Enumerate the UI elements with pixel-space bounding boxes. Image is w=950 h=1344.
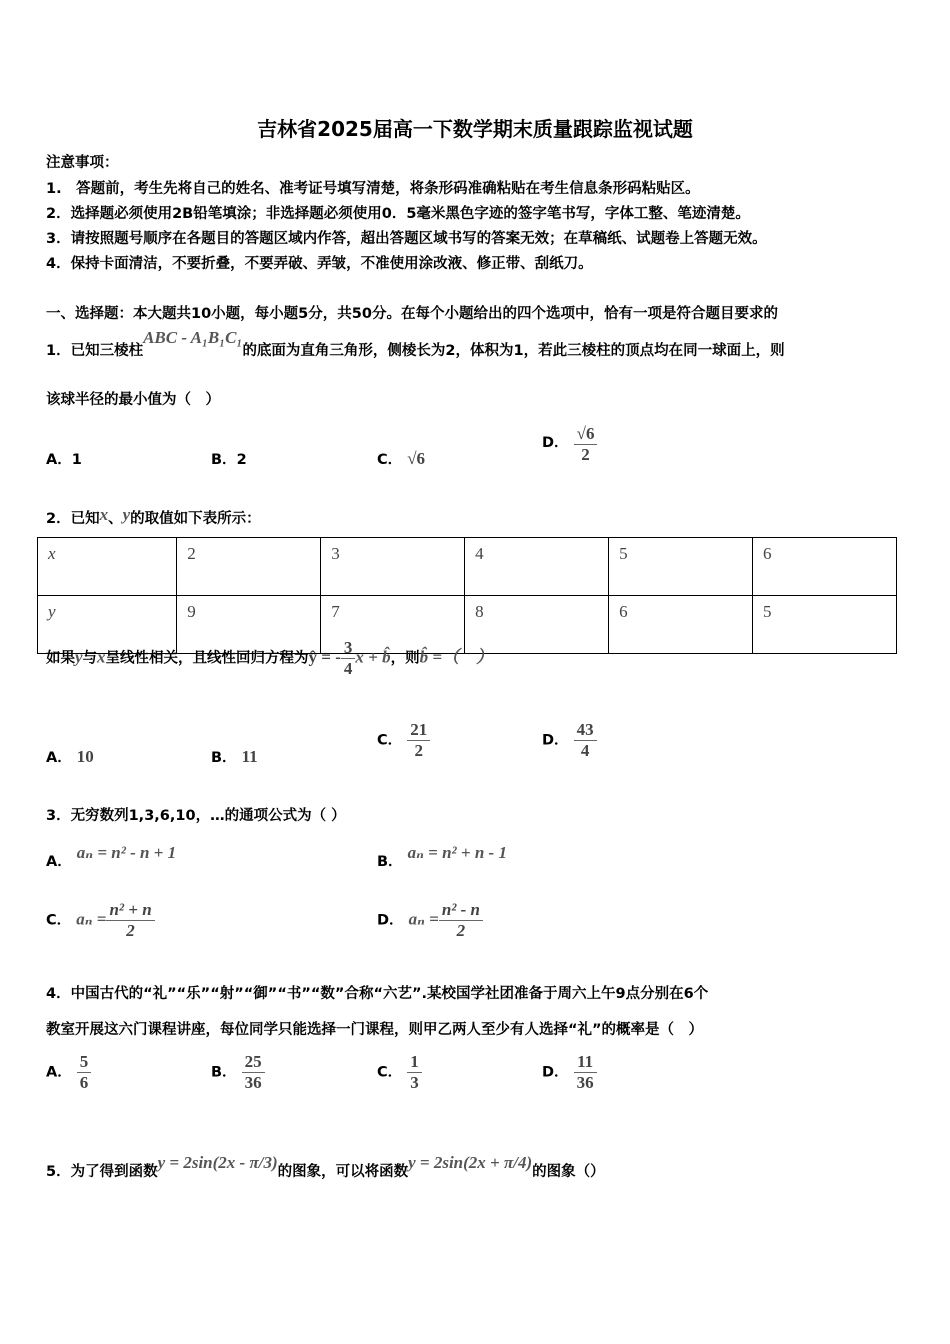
text: A． [46, 1064, 72, 1081]
fraction [439, 900, 483, 941]
fraction [574, 720, 597, 761]
fraction [242, 1052, 265, 1093]
text: 与 [82, 650, 98, 667]
option-d[interactable] [377, 900, 483, 941]
option-a[interactable] [46, 1052, 91, 1093]
text: 11 [574, 1052, 597, 1073]
table-cell: 4 [465, 538, 609, 596]
text: 2 [581, 445, 590, 464]
text: C． [377, 452, 403, 468]
fraction [574, 1052, 597, 1093]
text: B． [211, 1064, 237, 1081]
text: D． [542, 732, 569, 749]
text: n² + n [106, 900, 154, 921]
option-c[interactable] [46, 900, 155, 941]
text: 如果 [46, 650, 75, 667]
option-a[interactable] [46, 448, 82, 469]
text: B． [211, 452, 237, 468]
table-cell: 5 [753, 596, 897, 654]
option-a[interactable] [46, 842, 177, 870]
fraction [106, 900, 154, 941]
text: 、 [108, 511, 123, 527]
text: 11 [241, 747, 258, 766]
text: D． [542, 434, 569, 451]
option-d[interactable] [542, 720, 597, 761]
text: D． [377, 912, 404, 929]
math-prism: ABC - A₁B₁C₁ [143, 328, 243, 347]
table-cell: 5 [609, 538, 753, 596]
option-d[interactable] [542, 424, 597, 465]
question-4 [46, 982, 708, 1003]
option-c[interactable] [377, 720, 430, 761]
text: n² - n [439, 900, 483, 921]
text: 2 [126, 921, 135, 940]
text: y [75, 647, 83, 667]
text: y [122, 505, 131, 524]
text: C． [377, 732, 403, 749]
note-item: 3．请按照题号顺序在各题目的答题区域内作答，超出答题区域书写的答案无效；在草稿纸、试题卷上答题无效。 [46, 231, 767, 247]
text: 36 [244, 1073, 262, 1092]
text: x [99, 505, 109, 524]
text: 2 [236, 452, 247, 468]
table-cell: 9 [177, 596, 321, 654]
text: B． [211, 750, 237, 766]
text: 呈线性相关，且线性回归方程为 [105, 650, 309, 667]
table-cell: 7 [321, 596, 465, 654]
text: 的取值如下表所示： [130, 511, 261, 527]
text: b̂ =（ ） [419, 647, 494, 667]
text: 3 [341, 638, 356, 659]
table-cell: 6 [609, 596, 753, 654]
text: A． [46, 452, 72, 468]
option-b[interactable] [211, 1052, 265, 1093]
regression-line [46, 638, 493, 679]
fraction [574, 424, 598, 465]
question-3 [46, 804, 346, 825]
text: C． [46, 912, 72, 929]
text: 43 [574, 720, 597, 741]
option-b[interactable] [377, 842, 507, 870]
text: √6 [574, 424, 598, 445]
option-c[interactable] [377, 448, 425, 469]
text: C． [377, 1064, 403, 1081]
text: √6 [407, 449, 426, 468]
option-b[interactable] [211, 746, 258, 767]
q-number: 1． [46, 343, 71, 359]
text: B． [377, 854, 403, 870]
text: 2． [46, 511, 71, 527]
text: 2 [414, 741, 423, 760]
function-2: y = 2sin(2x + π/4) [408, 1153, 533, 1172]
text: 4 [580, 741, 590, 760]
text: A． [46, 750, 72, 766]
text: 2 [456, 921, 466, 940]
table-cell: x [38, 538, 177, 596]
table-cell: y [38, 596, 177, 654]
text: aₙ = n² - n + 1 [76, 843, 177, 862]
xy-table [37, 537, 897, 654]
text: ，则 [390, 650, 420, 667]
note-item: 4．保持卡面清洁，不要折叠，不要弄破、弄皱，不准使用涂改液、修正带、刮纸刀。 [46, 256, 593, 272]
option-a[interactable] [46, 746, 94, 767]
table-cell: 8 [465, 596, 609, 654]
fraction [407, 1052, 422, 1093]
text: 为了得到函数 [70, 1164, 158, 1180]
text: aₙ = [408, 909, 439, 929]
text: 中国古代的“礼”“乐”“射”“御”“书”“数”合称“六艺”.某校国学社团准备于周六上午9点分别在6个 [70, 986, 709, 1002]
text: 36 [576, 1073, 594, 1092]
text: A． [46, 854, 72, 870]
question-1-line2: 该球半径的最小值为（ ） [46, 392, 220, 408]
text: 的图象（） [532, 1164, 605, 1180]
text: 无穷数列1,3,6,10，…的通项公式为（ ） [70, 808, 346, 824]
question-5 [46, 1153, 605, 1181]
text: 10 [76, 747, 94, 766]
text: 21 [407, 720, 430, 741]
text: 1 [71, 452, 82, 468]
text: 已知 [70, 511, 100, 527]
option-c[interactable] [377, 1052, 422, 1093]
text: x [97, 647, 106, 667]
table-cell: 6 [753, 538, 897, 596]
question-4-line2: 教室开展这六门课程讲座，每位同学只能选择一门课程，则甲乙两人至少有人选择“礼”的概率是（ ） [46, 1022, 704, 1038]
section-heading: 一、选择题：本大题共10小题，每小题5分，共50分。在每个小题给出的四个选项中，恰有一项是符合题目要求的 [46, 306, 778, 322]
table-cell: 2 [177, 538, 321, 596]
text: aₙ = n² + n - 1 [407, 843, 507, 862]
q-text: 的底面为直角三角形，侧棱长为2，体积为1，若此三棱柱的顶点均在同一球面上，则 [242, 343, 785, 359]
page-title: 吉林省2025届高一下数学期末质量跟踪监视试题 [257, 117, 693, 141]
question-1 [46, 328, 785, 360]
text: x + b̂ [355, 647, 391, 667]
text: 1 [407, 1052, 422, 1073]
text: 25 [242, 1052, 265, 1073]
option-b[interactable] [211, 448, 247, 469]
text: 5 [77, 1052, 92, 1073]
fraction [407, 720, 430, 761]
table-row [38, 538, 897, 596]
text: 的图象，可以将函数 [277, 1164, 409, 1180]
text: 5． [46, 1164, 71, 1180]
fraction [341, 638, 356, 679]
text: aₙ = [76, 909, 107, 929]
text: 6 [79, 1073, 89, 1092]
text: 4． [46, 986, 71, 1002]
function-1: y = 2sin(2x - π/3) [157, 1153, 278, 1172]
text: ŷ = - [308, 647, 341, 667]
fraction [77, 1052, 92, 1093]
table-cell: 3 [321, 538, 465, 596]
text: 3． [46, 808, 71, 824]
text: 4 [343, 659, 353, 678]
option-d[interactable] [542, 1052, 597, 1093]
question-2 [46, 507, 261, 528]
note-item: 1. 答题前，考生先将自己的姓名、准考证号填写清楚，将条形码准确粘贴在考生信息条形码粘贴区。 [46, 181, 700, 197]
q-text: 已知三棱柱 [70, 343, 144, 359]
text: D． [542, 1064, 569, 1081]
text: 3 [410, 1073, 419, 1092]
notes-heading: 注意事项： [46, 155, 119, 171]
note-item: 2．选择题必须使用2B铅笔填涂；非选择题必须使用0．5毫米黑色字迹的签字笔书写，字体工整、笔迹清楚。 [46, 206, 750, 222]
